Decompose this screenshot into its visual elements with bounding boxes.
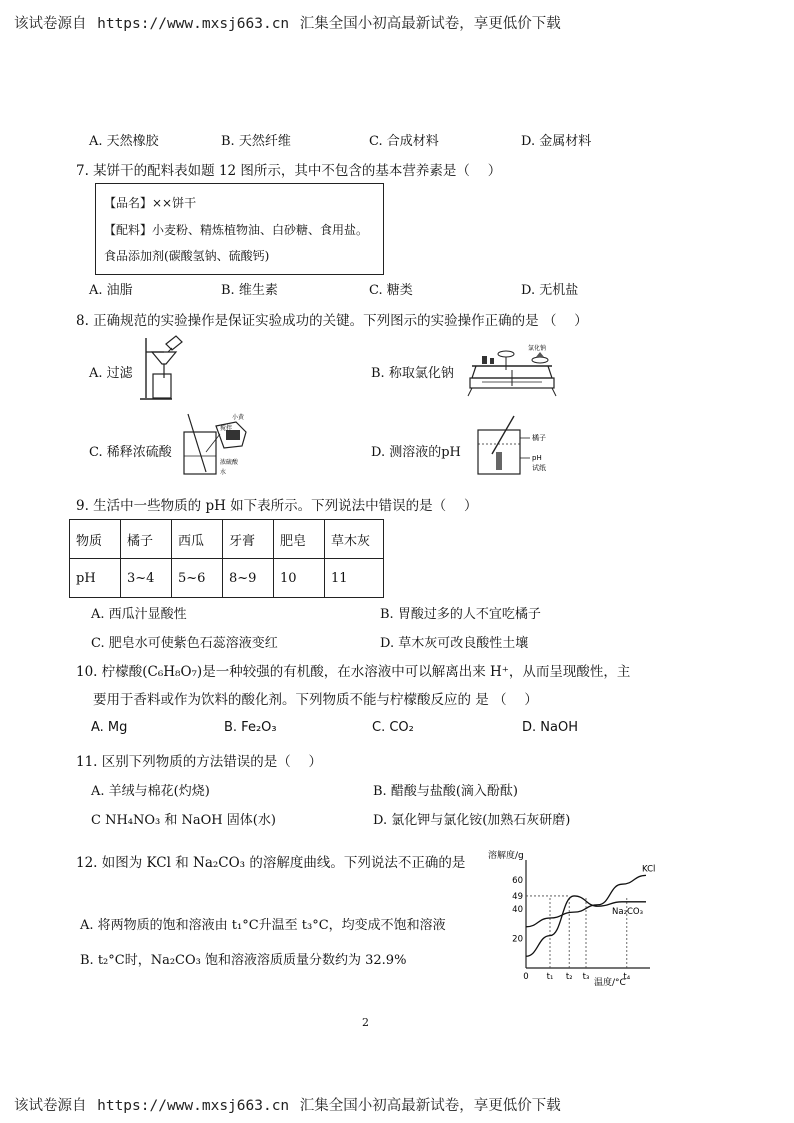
y-tick-label: 40	[512, 905, 523, 916]
y-tick-label: 20	[512, 934, 523, 945]
q9-stem: 9. 生活中一些物质的 pH 如下表所示。下列说法中错误的是（ ）	[76, 498, 478, 514]
dilution-figure	[176, 412, 272, 478]
table-row	[70, 559, 384, 598]
q8-option-c: C. 稀释浓硫酸	[89, 445, 172, 460]
table-cell: 西瓜	[172, 520, 223, 559]
q11-option-a: A. 羊绒与棉花(灼烧)	[91, 784, 210, 799]
q8-option-b: B. 称取氯化钠	[371, 366, 454, 381]
table-cell: pH	[70, 559, 121, 598]
x-tick-label: t₁	[546, 972, 554, 982]
footer-prefix: 该试卷源自	[14, 1098, 87, 1114]
table-cell: 8~9	[223, 559, 274, 598]
table-cell: 橘子	[121, 520, 172, 559]
q12-option-b: B. t₂°C时，Na₂CO₃ 饱和溶液溶质质量分数约为 32.9%	[80, 953, 407, 968]
page-number: 2	[362, 1016, 369, 1029]
filtration-figure	[138, 334, 184, 402]
ph-table	[69, 519, 384, 598]
x-tick-label: t₄	[623, 972, 631, 982]
table-cell: 物质	[70, 520, 121, 559]
series-label: KCl	[642, 864, 656, 875]
footer-url[interactable]: https://www.mxsj663.cn	[97, 1098, 290, 1114]
table-cell: 3~4	[121, 559, 172, 598]
table-cell: 肥皂	[274, 520, 325, 559]
q11-stem: 11. 区别下列物质的方法错误的是（ ）	[76, 754, 323, 770]
x-tick-label: t₃	[582, 972, 590, 982]
q10-option-c: C. CO₂	[372, 720, 414, 735]
header-suffix: 汇集全国小初高最新试卷，享更低价下载	[299, 16, 561, 32]
ph-test-figure	[474, 414, 556, 478]
y-tick-label: 49	[512, 891, 523, 902]
y-axis-label: 溶解度/g	[488, 851, 524, 861]
table-row	[70, 520, 384, 559]
d-ph-label: pH	[532, 454, 542, 462]
q7-option-b: B. 维生素	[221, 283, 278, 298]
q8-stem: 8. 正确规范的实验操作是保证实验成功的关键。下列图示的实验操作正确的是 （ ）	[76, 313, 588, 329]
q7-stem: 7. 某饼干的配料表如题 12 图所示，其中不包含的基本营养素是（ ）	[76, 163, 502, 179]
q11-option-c: C NH₄NO₃ 和 NaOH 固体(水)	[91, 813, 276, 828]
q10-option-b: B. Fe₂O₃	[224, 720, 277, 735]
q6-option-c: C. 合成材料	[369, 134, 439, 149]
x-tick-label: 0	[523, 972, 529, 982]
q11-option-b: B. 醋酸与盐酸(滴入酚酞)	[373, 784, 518, 799]
q7-option-a: A. 油脂	[89, 283, 133, 298]
q9-option-a: A. 西瓜汁显酸性	[91, 607, 187, 622]
y-tick-label: 60	[512, 875, 523, 886]
q6-option-d: D. 金属材料	[521, 134, 592, 149]
c-mid-label: 搅拌	[220, 425, 233, 432]
header-url[interactable]: https://www.mxsj663.cn	[97, 16, 290, 32]
q11-option-d: D. 氯化钾与氯化铵(加熟石灰研磨)	[373, 813, 571, 828]
q7-box-line-3: 食品添加剂(碳酸氢钠、硫酸钙)	[104, 249, 270, 263]
table-cell: 10	[274, 559, 325, 598]
q12-option-a: A. 将两物质的饱和溶液由 t₁°C升温至 t₃°C，均变成不饱和溶液	[80, 918, 446, 933]
series-label: Na₂CO₃	[612, 906, 644, 917]
b-nacl-label: 氯化钠	[528, 345, 547, 352]
q9-option-c: C. 肥皂水可使紫色石蕊溶液变红	[91, 636, 278, 651]
q7-box-line-2: 【配料】小麦粉、精炼植物油、白砂糖、食用盐。	[104, 223, 369, 237]
d-juice-label: 橘子	[532, 434, 546, 442]
q10-option-d: D. NaOH	[522, 720, 578, 735]
c-water-label: 水	[220, 469, 227, 476]
d-paper-label: 试纸	[532, 464, 546, 472]
q7-box-line-1: 【品名】××饼干	[104, 196, 197, 210]
q12-stem: 12. 如图为 KCl 和 Na₂CO₃ 的溶解度曲线。下列说法不正确的是	[76, 855, 466, 871]
q9-option-d: D. 草木灰可改良酸性土壤	[380, 636, 529, 651]
q6-option-b: B. 天然纤维	[221, 134, 291, 149]
q10-line-1: 10. 柠檬酸(C₆H₈O₇)是一种较强的有机酸，在水溶液中可以解离出来 H⁺，从而呈现酸性，主	[76, 664, 631, 680]
q10-line-2: 要用于香料或作为饮料的酸化剂。下列物质不能与柠檬酸反应的 是 （ ）	[93, 692, 538, 708]
x-axis-label: 温度/°C	[594, 978, 626, 988]
c-acid-label: 浓硫酸	[220, 459, 239, 466]
q7-ingredient-box	[95, 183, 384, 275]
table-cell: 草木灰	[325, 520, 384, 559]
q10-option-a: A. Mg	[91, 720, 128, 735]
header-prefix: 该试卷源自	[14, 16, 87, 32]
x-tick-label: t₂	[565, 972, 573, 982]
table-cell: 牙膏	[223, 520, 274, 559]
q7-option-d: D. 无机盐	[521, 283, 579, 298]
solubility-chart	[486, 846, 656, 988]
q9-option-b: B. 胃酸过多的人不宜吃橘子	[380, 607, 541, 622]
balance-figure	[462, 342, 562, 400]
q8-option-a: A. 过滤	[89, 366, 133, 381]
page-footer	[14, 1094, 561, 1115]
page-header	[14, 12, 561, 33]
c-top-label: 小黄	[232, 414, 245, 421]
table-cell: 11	[325, 559, 384, 598]
q8-option-d: D. 测溶液的pH	[371, 445, 461, 460]
footer-suffix: 汇集全国小初高最新试卷，享更低价下载	[299, 1098, 561, 1114]
table-cell: 5~6	[172, 559, 223, 598]
q6-option-a: A. 天然橡胶	[89, 134, 159, 149]
q7-option-c: C. 糖类	[369, 283, 413, 298]
